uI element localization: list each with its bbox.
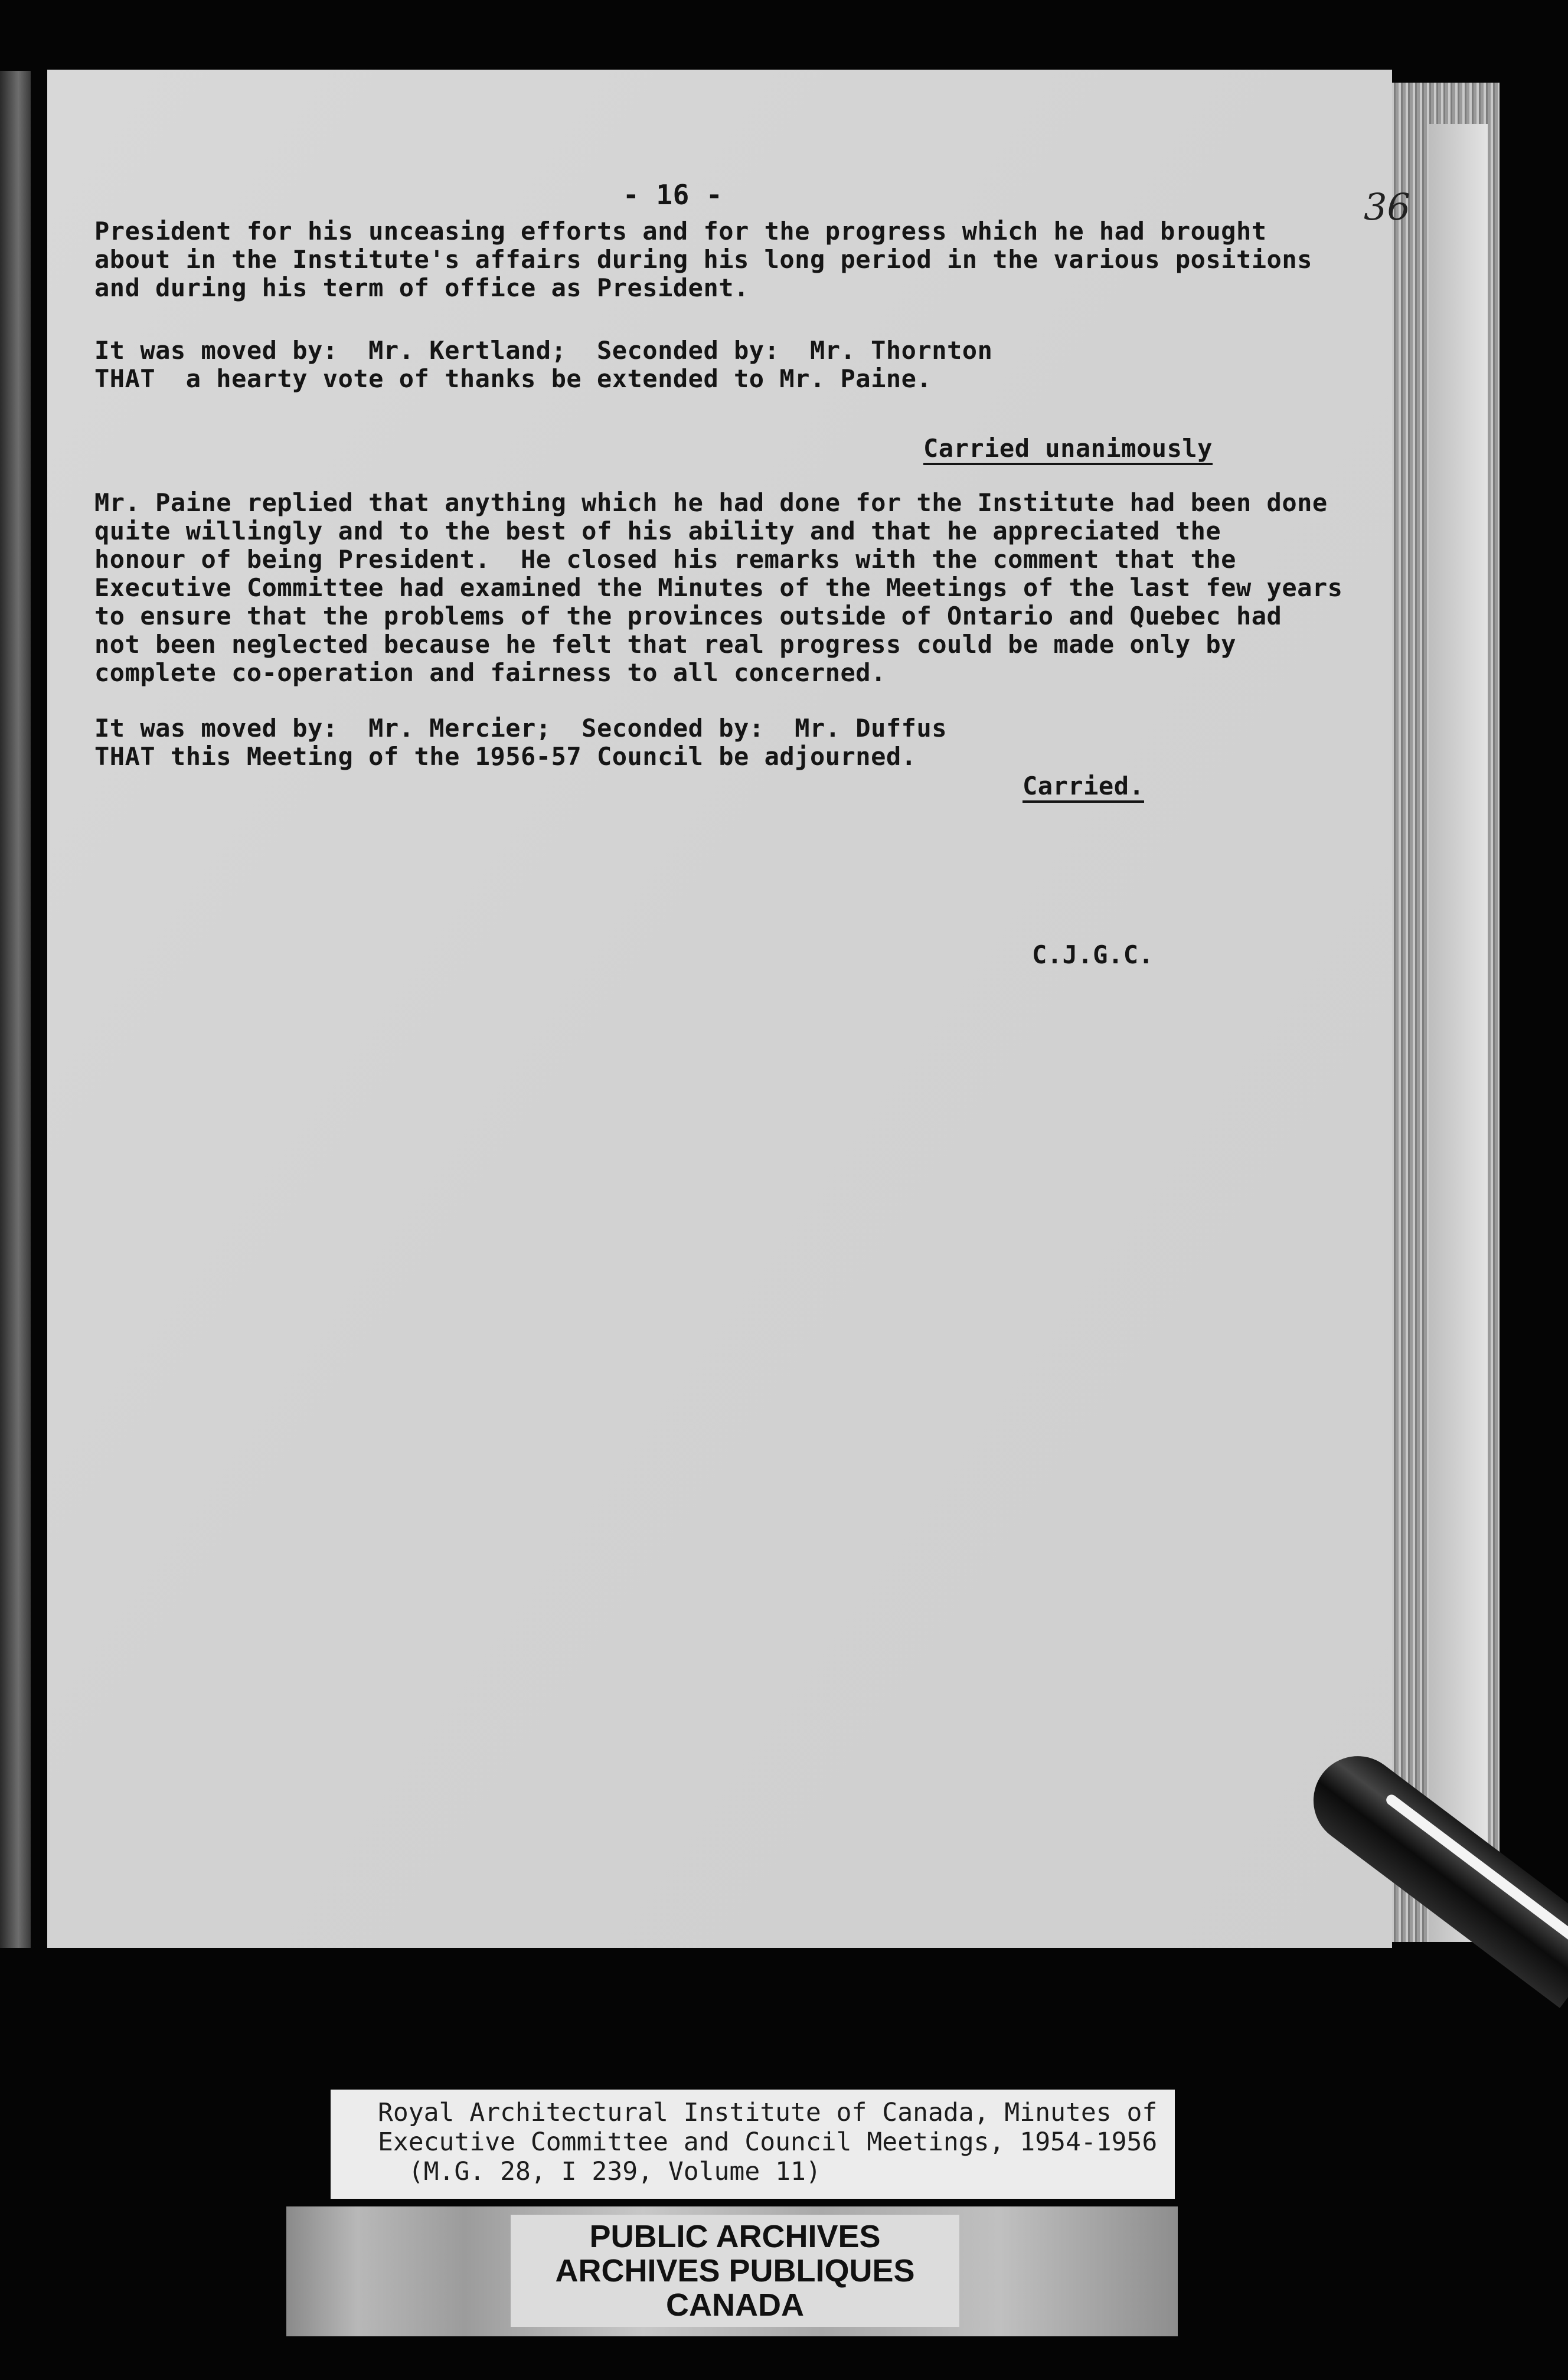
paragraph2-line6: not been neglected because he felt that real progress could be made only by bbox=[94, 630, 1236, 659]
paragraph2-line3: honour of being President. He closed his remarks with the comment that the bbox=[94, 545, 1236, 574]
left-page-edge bbox=[0, 71, 31, 1948]
paragraph2-line5: to ensure that the problems of the provinces outside of Ontario and Quebec had bbox=[94, 601, 1282, 630]
motion1-result: Carried unanimously bbox=[923, 434, 1213, 465]
archive-stamp bbox=[511, 2215, 959, 2327]
stamp-line2: ARCHIVES PUBLIQUES bbox=[555, 2253, 915, 2289]
paragraph2-line1: Mr. Paine replied that anything which he had done for the Institute had been done bbox=[94, 488, 1328, 517]
motion2-result: Carried. bbox=[1023, 772, 1144, 803]
stamp-line3: CANADA bbox=[666, 2287, 804, 2323]
stamp-line1: PUBLIC ARCHIVES bbox=[589, 2219, 881, 2254]
paragraph2-line7: complete co-operation and fairness to all concerned. bbox=[94, 658, 886, 687]
paragraph1-line2: about in the Institute's affairs during his long period in the various positions bbox=[94, 245, 1312, 274]
paragraph1-line1: President for his unceasing efforts and for the progress which he had brought bbox=[94, 217, 1267, 246]
archive-caption-card bbox=[331, 2090, 1175, 2199]
back-page bbox=[1429, 124, 1488, 1942]
paragraph1-line3: and during his term of office as President. bbox=[94, 273, 749, 302]
caption-line2: Executive Committee and Council Meetings, 1954-1956 bbox=[378, 2127, 1158, 2157]
document-page bbox=[47, 70, 1410, 1948]
motion1-line2: THAT a hearty vote of thanks be extended to Mr. Paine. bbox=[94, 364, 932, 393]
caption-line3: (M.G. 28, I 239, Volume 11) bbox=[378, 2157, 821, 2186]
page-header: - 16 - bbox=[623, 179, 723, 211]
paragraph2-line4: Executive Committee had examined the Minutes of the Meetings of the last few years bbox=[94, 573, 1343, 602]
caption-line1: Royal Architectural Institute of Canada, Minutes of bbox=[378, 2098, 1158, 2127]
handwritten-page-number: 36 bbox=[1364, 185, 1410, 228]
paragraph2-line2: quite willingly and to the best of his ability and that he appreciated the bbox=[94, 516, 1221, 545]
motion2-line1: It was moved by: Mr. Mercier; Seconded by: Mr. Duffus bbox=[94, 714, 948, 743]
secretary-initials: C.J.G.C. bbox=[1032, 940, 1154, 969]
motion1-line1: It was moved by: Mr. Kertland; Seconded by: Mr. Thornton bbox=[94, 336, 993, 365]
motion2-line2: THAT this Meeting of the 1956-57 Council be adjourned. bbox=[94, 742, 917, 771]
